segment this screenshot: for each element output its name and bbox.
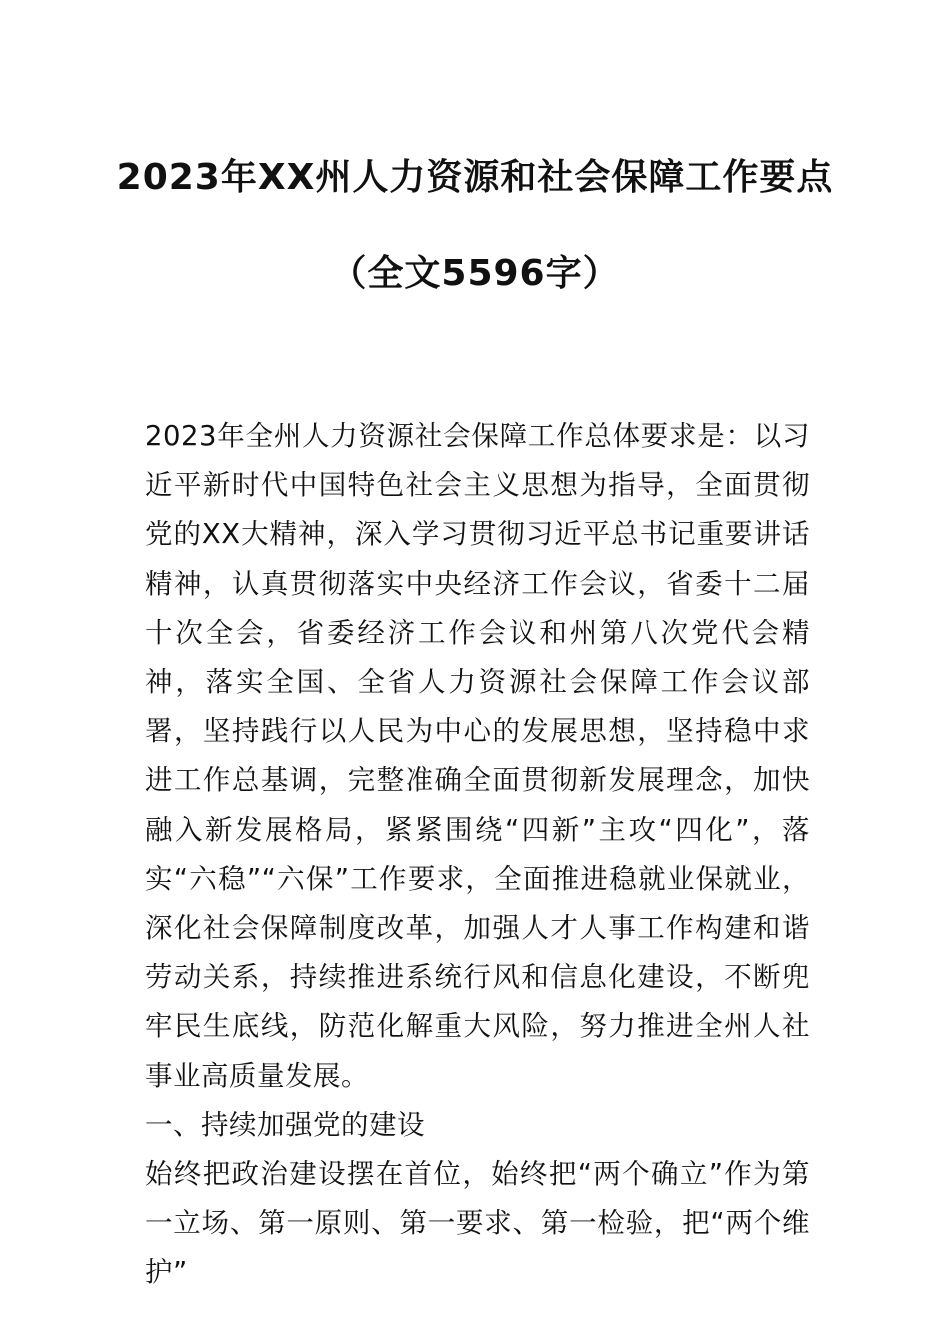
document-title: 2023年XX州人力资源和社会保障工作要点 bbox=[116, 157, 834, 198]
intro-paragraph: 2023年全州人力资源社会保障工作总体要求是：以习近平新时代中国特色社会主义思想为指导，全面贯彻党的XX大精神，深入学习贯彻习近平总书记重要讲话精神，认真贯彻落实中央经济工作会议，省委十二届十次全会，省委经济工作会议和州第八次党代会精神，落实全国、全省人力资源社会保障工作会议部署，坚持践行以人民为中心的发展思想，坚持稳中求进工作总基调，完整准确全面贯彻新发展理念，加快融入新发展格局，紧紧围绕“四新”主攻“四化”，落实“六稳”“六保”工作要求，全面推进稳就业保就业，深化社会保障制度改革，加强人才人事工作构建和谐劳动关系，持续推进系统行风和信息化建设，不断兜牢民生底线，防范化解重大风险，努力推进全州人社事业高质量发展。 bbox=[145, 420, 810, 1092]
section-1-paragraph: 始终把政治建设摆在首位，始终把“两个确立”作为第一立场、第一原则、第一要求、第一检验，把“两个维护” bbox=[145, 1158, 810, 1289]
document-body bbox=[145, 412, 810, 1298]
section-heading-party-building: 一、持续加强党的建设 bbox=[145, 1108, 425, 1141]
document-subtitle-word-count: （全文5596字） bbox=[330, 253, 620, 294]
